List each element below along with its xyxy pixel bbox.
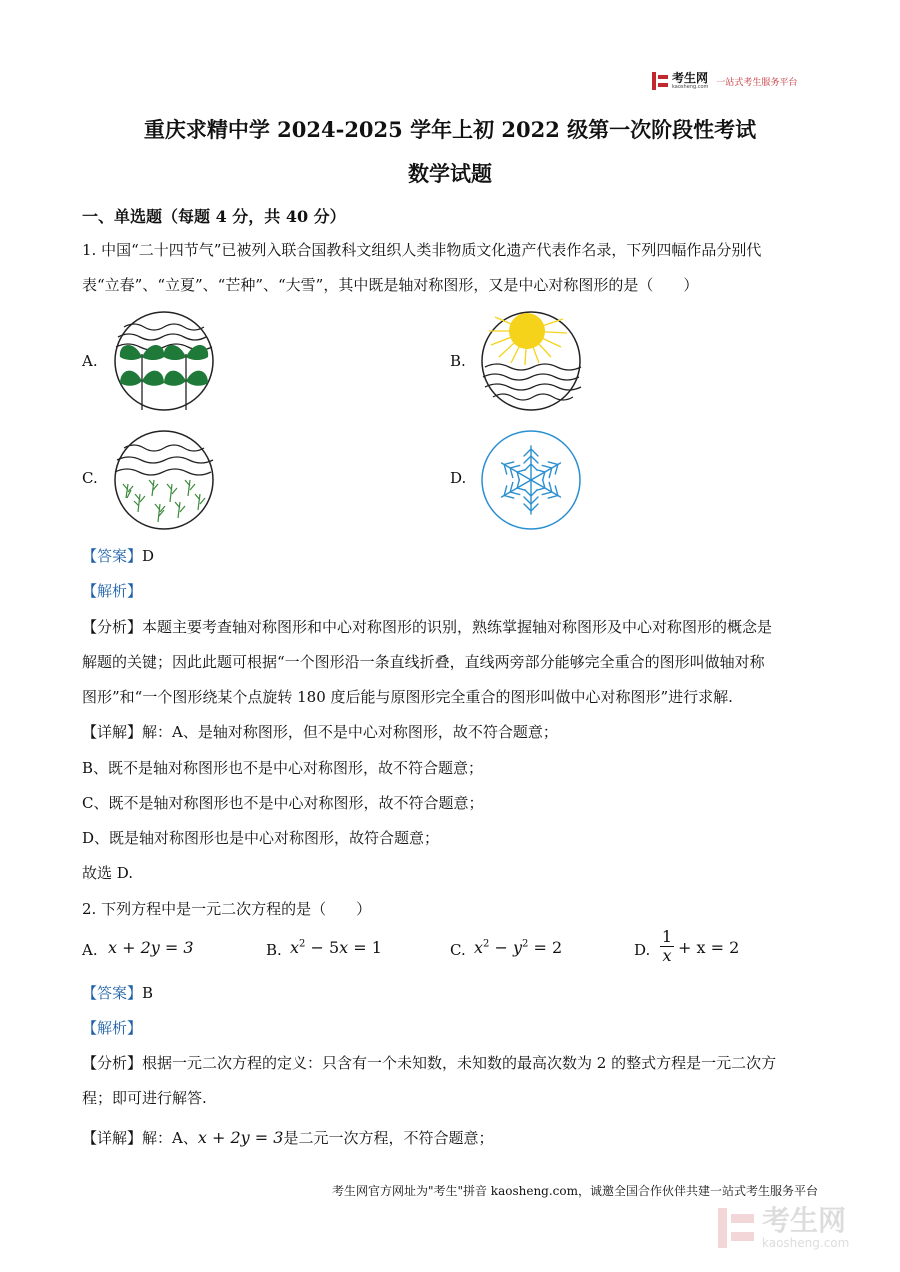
figure-d-snowflake <box>479 428 583 532</box>
q2-option-b-math: $x^2 - 5x = 1$ <box>290 938 382 957</box>
logo-brand: 考生网 <box>672 71 709 85</box>
q2-option-a-math: x + 2y = 3 <box>108 938 194 957</box>
page-title: 重庆求精中学 2024-2025 学年上初 2022 级第一次阶段性考试 <box>143 117 757 142</box>
q2-detail-prefix: 解：A、 <box>142 1129 198 1147</box>
figure-b-sun-waves <box>479 309 583 413</box>
logo-slogan: 一站式考生服务平台 <box>716 77 798 88</box>
q1-detail-line5: 故选 D. <box>82 864 134 882</box>
page-subtitle: 数学试题 <box>408 161 492 186</box>
kaosheng-logo <box>652 72 797 90</box>
watermark-text: 考生网 <box>762 1204 847 1237</box>
logo-icon <box>652 72 668 90</box>
q1-option-b-label: B. <box>450 352 466 370</box>
q2-fenxi-line2: 程；即可进行解答. <box>82 1089 207 1107</box>
q1-detail-line4: D、既是轴对称图形也是中心对称图形，故符合题意； <box>82 829 440 847</box>
q2-option-a-label: A. <box>82 941 98 959</box>
q2-fenxi-line1 <box>82 1053 776 1073</box>
figure-c-grass <box>112 428 216 532</box>
q1-fenxi-line2: 解题的关键；因此此题可根据“一个图形沿一条直线折叠，直线两旁部分能够完全重合的图形叫做轴对称 <box>82 653 765 671</box>
kaosheng-watermark <box>718 1206 849 1250</box>
q1-answer <box>82 546 154 566</box>
q1-xiangjie-tag: 【详解】 <box>82 723 143 741</box>
q1-detail-line3: C、既不是轴对称图形也不是中心对称图形，故不符合题意； <box>82 794 484 812</box>
q2-detail-math: x + 2y = 3 <box>197 1128 284 1147</box>
logo-brand-sub: kaosheng.com <box>672 84 709 90</box>
q2-option-b-label: B. <box>266 941 282 959</box>
watermark-sub: kaosheng.com <box>762 1236 850 1250</box>
figure-a-sprouts <box>112 309 216 413</box>
q1-detail-line2: B、既不是轴对称图形也不是中心对称图形，故不符合题意； <box>82 759 484 777</box>
q2-analysis-tag: 【解析】 <box>82 1019 143 1037</box>
q1-fenxi-text1: 本题主要考查轴对称图形和中心对称图形的识别，熟练掌握轴对称图形及中心对称图形的概念是 <box>142 618 773 636</box>
q1-analysis-tag: 【解析】 <box>82 582 143 600</box>
q1-detail-line1 <box>82 722 558 742</box>
q1-detail-text1: 解：A、是轴对称图形，但不是中心对称图形，故不符合题意； <box>142 723 558 741</box>
q1-fenxi-tag: 【分析】 <box>82 618 143 636</box>
q1-fenxi-line3: 图形”和“一个图形绕某个点旋转 180 度后能与原图形完全重合的图形叫做中心对称图形”进行求解. <box>82 688 733 706</box>
q2-option-c-label: C. <box>450 941 466 959</box>
q1-fenxi-line1 <box>82 617 772 637</box>
q1-stem-line1: 1. 中国“二十四节气”已被列入联合国教科文组织人类非物质文化遗产代表作名录，下列四幅作品分别代 <box>82 241 762 259</box>
q1-stem-line2: 表“立春”、“立夏”、“芒种”、“大雪”，其中既是轴对称图形，又是中心对称图形的是（ ） <box>82 276 699 294</box>
q1-option-d-label: D. <box>450 469 467 487</box>
q2-detail-line1 <box>82 1128 493 1148</box>
q1-answer-tag: 【答案】 <box>82 547 143 565</box>
q2-fenxi-text1: 根据一元二次方程的定义：只含有一个未知数，未知数的最高次数为 2 的整式方程是一元二次方 <box>142 1054 777 1072</box>
q2-option-d-label: D. <box>634 941 651 959</box>
q2-answer-value: B <box>142 984 154 1002</box>
q2-detail-suffix: 是二元一次方程，不符合题意； <box>283 1129 494 1147</box>
watermark-logo-icon <box>718 1208 754 1248</box>
q2-option-d-rest: + x = 2 <box>678 938 740 957</box>
q2-answer-tag: 【答案】 <box>82 984 143 1002</box>
section-heading: 一、单选题（每题 4 分，共 40 分） <box>82 207 346 226</box>
q1-answer-value: D <box>142 547 155 565</box>
q2-fenxi-tag: 【分析】 <box>82 1054 143 1072</box>
q2-xiangjie-tag: 【详解】 <box>82 1129 143 1147</box>
q2-option-d-fraction: 1 x <box>661 927 673 965</box>
q1-option-a-label: A. <box>82 352 98 370</box>
q2-answer <box>82 983 153 1003</box>
q2-option-c-math: $x^2 - y^2 = 2$ <box>474 938 563 957</box>
q1-option-c-label: C. <box>82 469 98 487</box>
q2-stem: 2. 下列方程中是一元二次方程的是（ ） <box>82 900 372 918</box>
page-footer: 考生网官方网址为"考生"拼音 kaosheng.com，诚邀全国合作伙伴共建一站式考生服务平台 <box>331 1184 818 1198</box>
